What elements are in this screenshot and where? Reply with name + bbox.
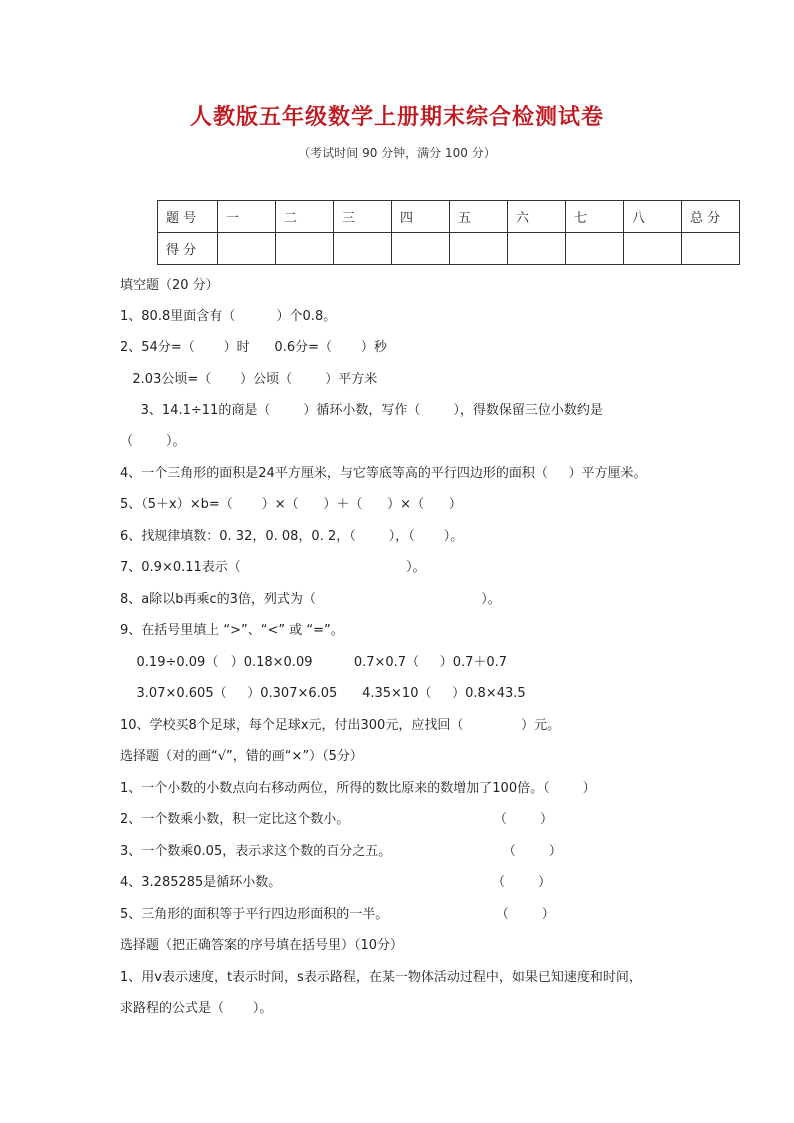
question-line: 3、14.1÷11的商是（ ）循环小数，写作（ ），得数保留三位小数约是: [120, 403, 603, 418]
score-blank-cell: [682, 233, 740, 265]
score-row-label: 得 分: [158, 233, 218, 265]
score-header-cell: 总 分: [682, 201, 740, 233]
score-blank-cell: [392, 233, 450, 265]
question-line: 求路程的公式是（ ）。: [120, 1001, 273, 1016]
score-blank-cell: [566, 233, 624, 265]
score-header-cell: 六: [508, 201, 566, 233]
question-line: 6、找规律填数：0. 32，0. 08，0. 2，（ ），（ ）。: [120, 529, 464, 544]
question-line: 3.07×0.605（ ）0.307×6.05 4.35×10（ ）0.8×43.5: [120, 686, 526, 701]
question-line: 10、学校买8个足球，每个足球x元，付出300元，应找回（ ）元。: [120, 718, 561, 733]
score-header-cell: 一: [218, 201, 276, 233]
score-header-cell: 五: [450, 201, 508, 233]
question-line: 1、80.8里面含有（ ）个0.8。: [120, 309, 337, 324]
score-blank-cell: [508, 233, 566, 265]
score-header-cell: 四: [392, 201, 450, 233]
score-table: [157, 200, 740, 265]
question-line: 1、一个小数的小数点向右移动两位，所得的数比原来的数增加了100倍。（ ）: [120, 781, 596, 796]
question-line: 5、三角形的面积等于平行四边形面积的一半。 （ ）: [120, 907, 555, 922]
question-line: 2、54分=（ ）时 0.6分=（ ）秒: [120, 340, 387, 355]
score-blank-cell: [334, 233, 392, 265]
question-line: 9、在括号里填上 “>”、“<” 或 “=”。: [120, 623, 344, 638]
exam-info: （考试时间 90 分钟，满分 100 分）: [298, 146, 496, 160]
question-line: 3、一个数乘0.05，表示求这个数的百分之五。 （ ）: [120, 844, 562, 859]
question-line: 1、用v表示速度，t表示时间，s表示路程，在某一物体活动过程中，如果已知速度和时间，: [120, 970, 642, 985]
score-header-cell: 七: [566, 201, 624, 233]
question-line: 5、（5＋x）×b=（ ）×（ ）＋（ ）×（ ）: [120, 497, 462, 512]
score-header-cell: 题 号: [158, 201, 218, 233]
question-line: 4、一个三角形的面积是24平方厘米，与它等底等高的平行四边形的面积（ ）平方厘米。: [120, 466, 647, 481]
question-line: 8、a除以b再乘c的3倍，列式为（ ）。: [120, 592, 501, 607]
page-title: 人教版五年级数学上册期末综合检测试卷: [189, 104, 604, 130]
question-line: （ ）。: [120, 434, 186, 449]
score-table-score-row: [158, 233, 740, 265]
score-header-cell: 八: [624, 201, 682, 233]
question-line: 2.03公顷=（ ）公顷（ ）平方米: [120, 372, 378, 387]
score-header-cell: 三: [334, 201, 392, 233]
question-line: 2、一个数乘小数，积一定比这个数小。 （ ）: [120, 812, 553, 827]
section-heading: 填空题（20 分）: [120, 278, 219, 293]
score-blank-cell: [450, 233, 508, 265]
score-blank-cell: [276, 233, 334, 265]
question-line: 0.19÷0.09（ ）0.18×0.09 0.7×0.7（ ）0.7＋0.7: [120, 655, 508, 670]
question-line: 4、3.285285是循环小数。 （ ）: [120, 875, 552, 890]
score-blank-cell: [218, 233, 276, 265]
question-line: 7、0.9×0.11表示（ ）。: [120, 560, 426, 575]
score-blank-cell: [624, 233, 682, 265]
score-table-header-row: [158, 201, 740, 233]
section-heading: 选择题（把正确答案的序号填在括号里）（10分）: [120, 938, 404, 953]
score-header-cell: 二: [276, 201, 334, 233]
section-heading: 选择题（对的画“√”，错的画“×”）（5分）: [120, 749, 363, 764]
